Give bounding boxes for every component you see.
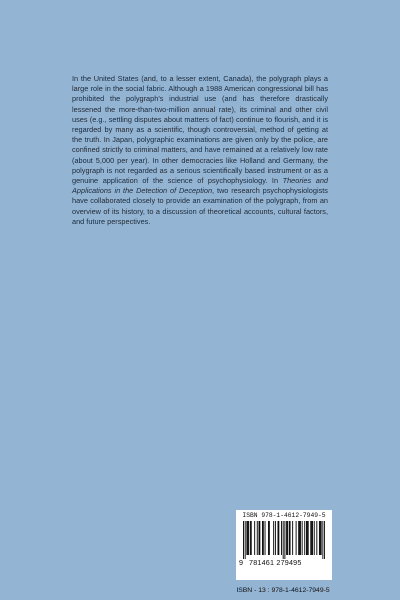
barcode-bar: [302, 521, 303, 555]
barcode-bar: [306, 521, 307, 555]
barcode-bar: [283, 521, 284, 559]
barcode-bar: [248, 521, 249, 555]
barcode-bar: [275, 521, 276, 555]
barcode-bar: [259, 521, 260, 555]
barcode-isbn-text: ISBN 978-1-4612-7949-5: [242, 512, 326, 519]
barcode-bar: [322, 521, 323, 559]
barcode-bar: [259, 521, 260, 555]
barcode-first-digit: 9: [239, 558, 243, 567]
barcode-bar: [324, 521, 325, 559]
barcode-bar: [284, 521, 285, 559]
blurb-text-part-1: In the United States (and, to a lesser extent, Canada), the polygraph plays a large role in the social fabric. Although a 1988 American congressional bill has prohibited the polygraph's industrial use (and has therefore drastically lessened the more-than-two-million annual rate), its criminal and other civil uses (e.g., settling disputes about matters of fact) continue to flourish, and it is regarded by many as a scientific, though controversial, method of getting at the truth. In Japan, polygraphic examinations are given only by the police, are confined strictly to criminal matters, and have remained at a relatively low rate (about 5,000 per year). In other democracies like Holland and Germany, the polygraph is not regarded as a serious scientifically based instrument or as a genuine application of the science of psychophysiology. In: [72, 74, 328, 186]
barcode-bar: [278, 521, 279, 555]
barcode-bar: [299, 521, 300, 555]
barcode-bar: [312, 521, 313, 555]
barcode-bar: [247, 521, 248, 555]
barcode-bar: [273, 521, 274, 555]
barcode-bar: [319, 521, 320, 555]
barcode-bar: [321, 521, 322, 555]
barcode-bar: [243, 521, 244, 559]
barcode-bar: [246, 521, 247, 555]
barcode-bar: [298, 521, 299, 555]
barcode-bar: [307, 521, 308, 555]
barcode-bar: [262, 521, 263, 555]
barcode-bar: [316, 521, 317, 555]
barcode-bar: [281, 521, 282, 555]
barcode-bar: [308, 521, 309, 555]
barcode-bar: [257, 521, 258, 555]
barcode-label: [236, 510, 332, 580]
cover-blurb: [72, 74, 328, 227]
barcode-bar: [263, 521, 264, 555]
barcode-bar: [292, 521, 293, 555]
blurb-text-part-2: , two research psychophysiologists have collaborated closely to provide an examination of the polygraph, from an overview of its history, to a discussion of theoretical accounts, cultural factors, and future perspectives.: [72, 186, 328, 226]
barcode-bar: [290, 521, 291, 555]
barcode-bar: [286, 521, 287, 555]
barcode-bar: [310, 521, 311, 555]
barcode-bar: [304, 521, 305, 555]
barcode-bar: [278, 521, 279, 555]
barcode-bar: [314, 521, 315, 555]
barcode-bar: [300, 521, 301, 555]
book-title-italic: Theories and Applications in the Detection of Deception: [72, 176, 328, 196]
barcode-bar: [254, 521, 255, 555]
barcode-bars: [243, 521, 325, 559]
barcode-bar: [250, 521, 251, 555]
isbn-13-line: ISBN - 13 : 978-1-4612-7949-5: [236, 587, 330, 594]
barcode-bar: [268, 521, 269, 555]
barcode-bar: [265, 521, 266, 555]
barcode-bar: [287, 521, 288, 555]
barcode-bar: [251, 521, 252, 555]
barcode-bar: [311, 521, 312, 555]
barcode-bar: [289, 521, 290, 555]
barcode-digit-groups: 781461 279495: [249, 558, 302, 567]
barcode-bar: [245, 521, 246, 559]
barcode-bar: [296, 521, 297, 555]
barcode-bar: [269, 521, 270, 555]
barcode-bar: [320, 521, 321, 555]
